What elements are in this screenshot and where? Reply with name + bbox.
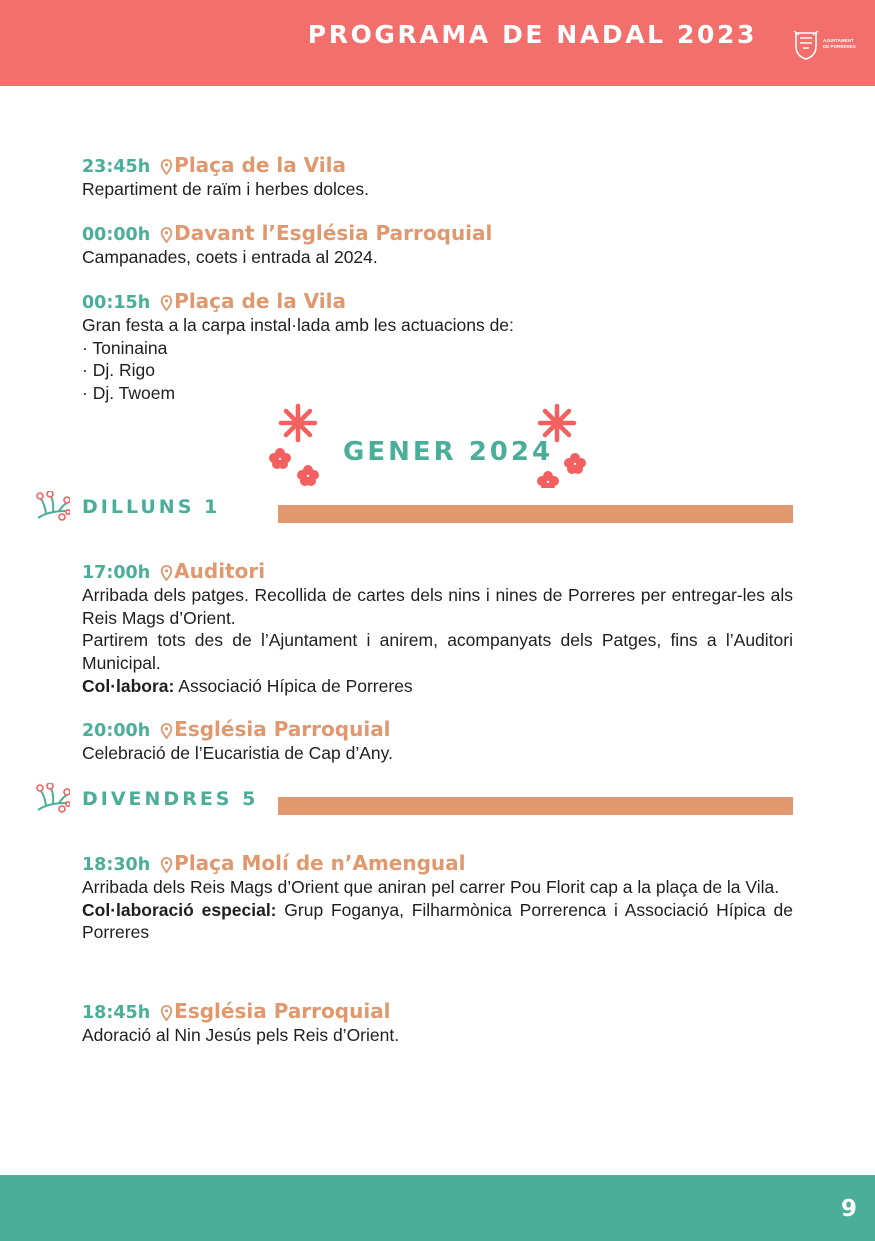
- description-line: Arribada dels Reis Mags d’Orient que aniran pel carrer Pou Florit cap a la plaça de la Vila.: [82, 877, 780, 897]
- branch-icon: [36, 491, 70, 521]
- coat-of-arms-icon: [793, 30, 819, 60]
- logo-line-2: DE PORRERES: [823, 44, 856, 49]
- collaborators-line: [82, 899, 793, 944]
- flower-decoration-icon: [266, 402, 324, 488]
- collab-text: Grup Foganya, Filharmònica Porrerenca i Associació Hípica de Porreres: [82, 899, 793, 943]
- collab-label: Col·labora:: [82, 675, 175, 696]
- event-time: 20:00h: [82, 721, 151, 741]
- event-block: [82, 717, 793, 765]
- description-line: Arribada dels patges. Recollida de cartes dels nins i nines de Porreres per entregar-les als Reis Mags d’Orient.: [82, 585, 793, 628]
- event-time: 00:15h: [82, 293, 151, 313]
- location-pin-icon: [160, 295, 173, 311]
- day-divider-bar: [278, 505, 793, 523]
- page-header: [0, 0, 875, 86]
- event-time: 00:00h: [82, 225, 151, 245]
- logo-line-1: AJUNTAMENT: [823, 38, 854, 43]
- event-description: [82, 1024, 793, 1047]
- event-place: Església Parroquial: [174, 999, 391, 1023]
- event-description: [82, 246, 793, 269]
- description-line: Celebració de l’Eucaristia de Cap d’Any.: [82, 743, 393, 763]
- location-pin-icon: [160, 723, 173, 739]
- event-place: Auditori: [174, 559, 266, 583]
- page-footer: [0, 1175, 875, 1241]
- day-heading: [36, 491, 796, 523]
- description-line: Repartiment de raïm i herbes dolces.: [82, 179, 369, 199]
- event-place: Davant l’Església Parroquial: [174, 221, 493, 245]
- day-heading: [36, 783, 796, 815]
- location-pin-icon: [160, 227, 173, 243]
- description-line: Campanades, coets i entrada al 2024.: [82, 247, 378, 267]
- day-label: DILLUNS 1: [82, 496, 221, 518]
- day-label: DIVENDRES 5: [82, 788, 259, 810]
- event-description: [82, 584, 793, 698]
- event-time: 17:00h: [82, 563, 151, 583]
- event-description: [82, 876, 793, 944]
- event-time: 18:30h: [82, 855, 151, 875]
- performer-item: · Dj. Twoem: [82, 383, 176, 404]
- location-pin-icon: [160, 1005, 173, 1021]
- month-title: GENER 2024: [343, 437, 554, 467]
- logo-text: [823, 38, 856, 50]
- day-divider-bar: [278, 797, 793, 815]
- event-place: Plaça de la Vila: [174, 153, 346, 177]
- event-time: 18:45h: [82, 1003, 151, 1023]
- performer-item: · Dj. Rigo: [82, 360, 155, 381]
- location-pin-icon: [160, 159, 173, 175]
- location-pin-icon: [160, 857, 173, 873]
- header-title: PROGRAMA DE NADAL 2023: [307, 20, 757, 49]
- description-line: Adoració al Nin Jesús pels Reis d’Orient.: [82, 1025, 400, 1045]
- collab-text: Associació Hípica de Porreres: [174, 675, 413, 696]
- event-time: 23:45h: [82, 157, 151, 177]
- event-block: [82, 999, 793, 1047]
- event-block: [82, 289, 793, 405]
- event-place: Plaça Molí de n’Amengual: [174, 851, 466, 875]
- description-line: Gran festa a la carpa instal·lada amb les actuacions de:: [82, 315, 514, 335]
- event-block: [82, 221, 793, 269]
- event-block: [82, 851, 793, 944]
- description-line: Partirem tots des de l’Ajuntament i anirem, acompanyats dels Patges, fins a l’Auditori Municipal.: [82, 630, 793, 674]
- event-block: [82, 559, 793, 698]
- event-description: [82, 314, 793, 405]
- event-place: Plaça de la Vila: [174, 289, 346, 313]
- location-pin-icon: [160, 565, 173, 581]
- performer-item: · Toninaina: [82, 337, 168, 358]
- page-number: 9: [840, 1196, 857, 1222]
- event-block: [82, 153, 793, 201]
- flower-decoration-icon: [533, 402, 591, 488]
- event-description: [82, 178, 793, 201]
- collab-label: Col·laboració especial:: [82, 899, 277, 920]
- event-place: Església Parroquial: [174, 717, 391, 741]
- collaborators-line: [82, 675, 793, 698]
- event-description: [82, 742, 793, 765]
- branch-icon: [36, 783, 70, 813]
